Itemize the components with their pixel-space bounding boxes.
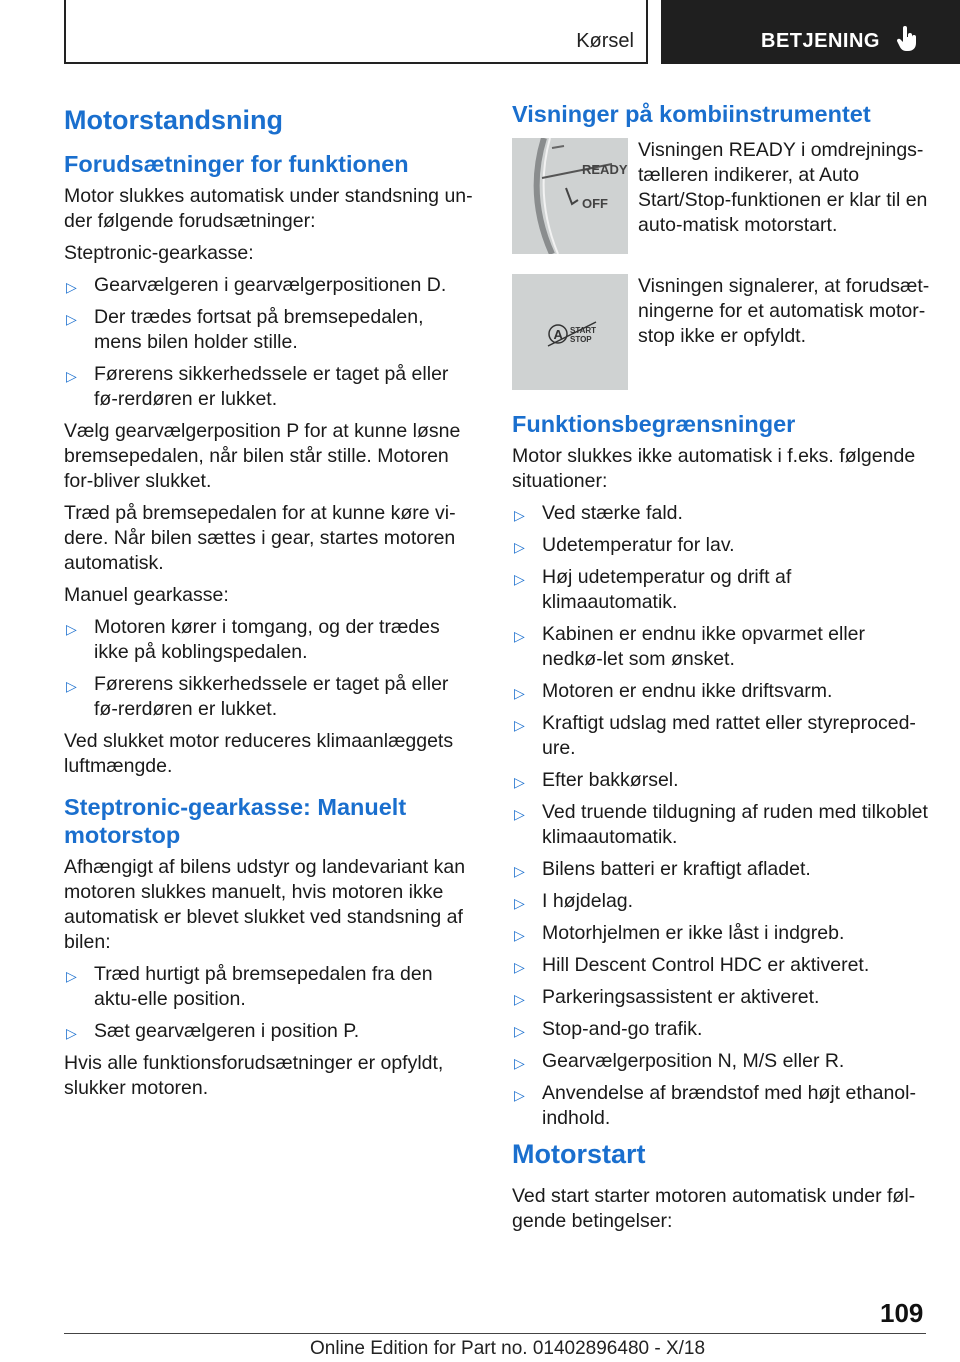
triangle-bullet-icon: ▷ [66, 678, 77, 694]
triangle-bullet-icon: ▷ [514, 685, 525, 701]
triangle-bullet-icon: ▷ [66, 279, 77, 295]
triangle-bullet-icon: ▷ [514, 717, 525, 733]
edition-text: Online Edition for Part no. 01402896480 - X/18 [310, 1338, 706, 1359]
list-item: ▷ Gearvælgerposition N, M/S eller R. [512, 1049, 930, 1074]
list-item: ▷ Udetemperatur for lav. [512, 533, 930, 558]
list-item: ▷ Hill Descent Control HDC er aktiveret. [512, 953, 930, 978]
triangle-bullet-icon: ▷ [514, 806, 525, 822]
list-item: ▷ Træd hurtigt på bremsepedalen fra den aktu-elle position. [66, 963, 433, 1010]
off-label: OFF [582, 196, 608, 211]
triangle-bullet-icon: ▷ [514, 628, 525, 644]
heading-visninger: Visninger på kombiinstrumentet [512, 101, 871, 127]
list-item: ▷ Høj udetemperatur og drift af klimaautomatik. [514, 566, 792, 613]
paragraph: Afhængigt af bilens udstyr og landevariant kan motoren slukkes manuelt, hvis motoren ikke automatisk er blevet slukket ved standsning af bilen: [64, 856, 466, 953]
header-box [64, 0, 648, 64]
list-item: ▷ Efter bakkørsel. [512, 768, 930, 793]
list-item: ▷ Kabinen er endnu ikke opvarmet eller nedkø-let som ønsket. [514, 623, 866, 670]
paragraph: Ved slukket motor reduceres klimaanlæggets luftmængde. [64, 730, 454, 777]
ready-label: READY [582, 162, 628, 177]
triangle-bullet-icon: ▷ [514, 774, 525, 790]
figure-row-autostop [512, 274, 930, 390]
triangle-bullet-icon: ▷ [514, 1055, 525, 1071]
bullet-list [64, 273, 476, 412]
list-item: ▷ Parkeringsassistent er aktiveret. [512, 985, 930, 1010]
left-column [64, 100, 476, 1108]
triangle-bullet-icon: ▷ [514, 927, 525, 943]
list-item: ▷ Førerens sikkerhedssele er taget på eller fø-rerdøren er lukket. [66, 673, 449, 720]
list-item: ▷ Kraftigt udslag med rattet eller styreproced-ure. [514, 712, 916, 759]
triangle-bullet-icon: ▷ [514, 507, 525, 523]
bullet-list [64, 615, 476, 722]
footer-divider [64, 1333, 926, 1334]
heading-motorstandsning: Motorstandsning [64, 105, 283, 135]
list-item: ▷ Motorhjelmen er ikke låst i indgreb. [512, 921, 930, 946]
auto-a-label: A [553, 327, 563, 342]
triangle-bullet-icon: ▷ [514, 991, 525, 1007]
triangle-bullet-icon: ▷ [514, 895, 525, 911]
triangle-bullet-icon: ▷ [66, 968, 77, 984]
list-item: ▷ Førerens sikkerhedssele er taget på eller fø-rerdøren er lukket. [66, 363, 449, 410]
auto-start-stop-indicator-image [512, 274, 628, 390]
figure-caption: Visningen signalerer, at forudsæt-ningerne for et automatisk motor-stop ikke er opfyldt. [638, 275, 930, 347]
paragraph: Motor slukkes automatisk under standsning un-der følgende forudsætninger: [64, 185, 473, 232]
list-item: ▷ Gearvælgeren i gearvælgerpositionen D. [64, 273, 476, 298]
heading-funktionsbegraensninger: Funktionsbegrænsninger [512, 411, 796, 437]
paragraph: Træd på bremsepedalen for at kunne køre vi-dere. Når bilen sættes i gear, startes motoren automatisk. [64, 502, 456, 574]
list-item: ▷ Ved stærke fald. [512, 501, 930, 526]
hand-pointer-icon [897, 26, 919, 57]
triangle-bullet-icon: ▷ [514, 571, 525, 587]
start-label: START [570, 326, 597, 335]
bullet-list [64, 962, 476, 1044]
list-item: ▷ Sæt gearvælgeren i position P. [64, 1019, 476, 1044]
right-column [512, 100, 930, 1241]
heading-forudsaetninger: Forudsætninger for funktionen [64, 151, 409, 177]
triangle-bullet-icon: ▷ [66, 621, 77, 637]
list-item: ▷ Motoren kører i tomgang, og der trædes ikke på koblingspedalen. [66, 616, 440, 663]
stop-label: STOP [570, 335, 592, 344]
paragraph: Ved start starter motoren automatisk under føl-gende betingelser: [512, 1185, 916, 1232]
paragraph: Motor slukkes ikke automatisk i f.eks. følgende situationer: [512, 445, 916, 492]
triangle-bullet-icon: ▷ [514, 1087, 525, 1103]
figure-caption: Visningen READY i omdrejnings-tælleren indikerer, at Auto Start/Stop-funktionen er klar til en auto-matisk motorstart. [638, 139, 928, 236]
list-item: ▷ Bilens batteri er kraftigt afladet. [512, 857, 930, 882]
figure-row-ready [512, 138, 930, 254]
paragraph: Hvis alle funktionsforudsætninger er opfyldt, slukker motoren. [64, 1052, 444, 1099]
paragraph: Vælg gearvælgerposition P for at kunne løsne bremsepedalen, når bilen står stille. Motoren for-bliver slukket. [64, 420, 461, 492]
list-item: ▷ Motoren er endnu ikke driftsvarm. [512, 679, 930, 704]
tachometer-ready-image [512, 138, 628, 254]
page-number: 109 [880, 1298, 924, 1328]
triangle-bullet-icon: ▷ [66, 311, 77, 327]
heading-manuelt-motorstop: Steptronic-gearkasse: Manuelt motorstop [64, 794, 407, 848]
triangle-bullet-icon: ▷ [514, 959, 525, 975]
list-item: ▷ I højdelag. [512, 889, 930, 914]
list-item: ▷ Der trædes fortsat på bremsepedalen, mens bilen holder stille. [66, 306, 424, 353]
triangle-bullet-icon: ▷ [514, 863, 525, 879]
list-item: ▷ Anvendelse af brændstof med højt ethanol-indhold. [514, 1082, 916, 1129]
triangle-bullet-icon: ▷ [514, 1023, 525, 1039]
triangle-bullet-icon: ▷ [66, 368, 77, 384]
list-item: ▷ Stop-and-go trafik. [512, 1017, 930, 1042]
paragraph: Steptronic-gearkasse: [64, 242, 254, 264]
triangle-bullet-icon: ▷ [66, 1025, 77, 1041]
subsection-title: Kørsel [576, 30, 634, 52]
heading-motorstart: Motorstart [512, 1139, 646, 1169]
section-tab [661, 0, 960, 64]
list-item: ▷ Ved truende tildugning af ruden med tilkoblet klimaautomatik. [514, 801, 928, 848]
triangle-bullet-icon: ▷ [514, 539, 525, 555]
bullet-list [512, 501, 930, 1131]
section-title: BETJENING [761, 30, 880, 52]
paragraph: Manuel gearkasse: [64, 584, 229, 606]
